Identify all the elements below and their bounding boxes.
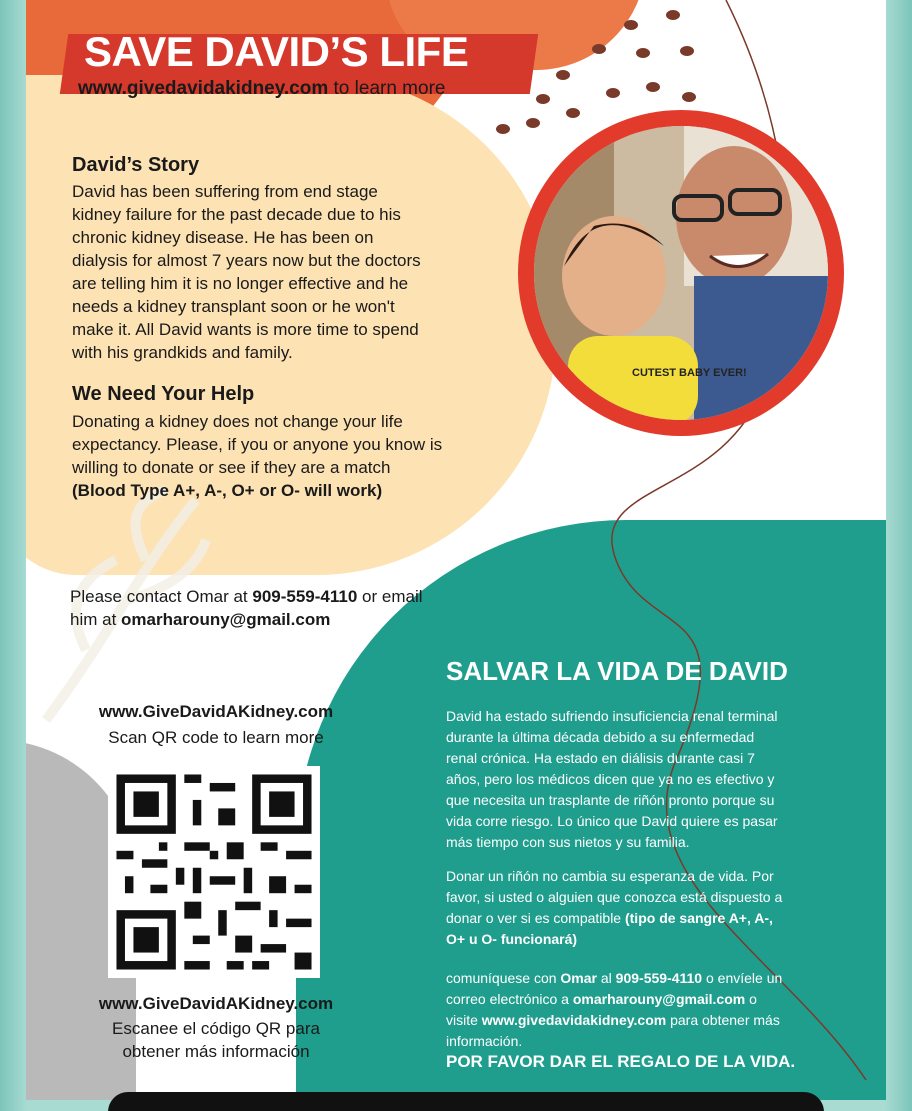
decor-dot [682, 92, 696, 102]
story-body [72, 180, 421, 364]
decor-dot [566, 108, 580, 118]
contact-mid: or email [357, 587, 423, 606]
site-link: www.givedavidakidney.com [78, 78, 329, 99]
qr-scan-es-1: Escanee el código QR para [112, 1019, 320, 1038]
spanish-line: vida corre riesgo. Lo único que David quiere es pasar [446, 813, 778, 829]
decor-dot [624, 20, 638, 30]
story-line: needs a kidney transplant soon or he won't [72, 297, 395, 316]
shirt-text: CUTEST BABY EVER! [632, 367, 747, 379]
site-suffix: to learn more [328, 78, 446, 99]
spanish-paragraph-2 [446, 866, 782, 950]
spanish-blood-2: O+ u O- funcionará) [446, 931, 578, 947]
spanish-line: información. [446, 1033, 523, 1049]
help-line: willing to donate or see if they are a match [72, 458, 391, 477]
decor-dot [680, 46, 694, 56]
qr-scan-en: Scan QR code to learn more [108, 728, 324, 747]
spanish-line: Donar un riñón no cambia su esperanza de vida. Por [446, 868, 774, 884]
spanish-line: David ha estado sufriendo insuficiencia renal terminal [446, 708, 778, 724]
es-pre: comuníquese con [446, 970, 561, 986]
decor-dot [526, 118, 540, 128]
qr-code[interactable] [108, 766, 320, 978]
es-mid: al [596, 970, 616, 986]
spanish-line [446, 968, 782, 989]
spanish-line: más tiempo con sus nietos y su familia. [446, 834, 690, 850]
decor-dot [536, 94, 550, 104]
decor-dot [666, 10, 680, 20]
spanish-compat: donar o ver si es compatible [446, 910, 625, 926]
es-omar: Omar [560, 970, 597, 986]
flyer-page [26, 0, 886, 1100]
story-heading: David’s Story [72, 154, 200, 176]
contact-line-1 [70, 585, 423, 608]
bottom-bar [108, 1092, 824, 1111]
qr-url-es[interactable]: www.GiveDavidAKidney.com [98, 994, 334, 1013]
help-line: Donating a kidney does not change your life [72, 412, 403, 431]
blood-types: (Blood Type A+, A-, O+ or O- will work) [72, 481, 383, 500]
help-heading: We Need Your Help [72, 383, 255, 405]
decor-dot [636, 48, 650, 58]
spanish-line [446, 989, 782, 1010]
story-line: kidney failure for the past decade due to his [72, 205, 401, 224]
contact-pre2: him at [70, 610, 122, 629]
spanish-paragraph-3 [446, 968, 782, 1052]
spanish-heading: SALVAR LA VIDA DE DAVID [446, 656, 788, 686]
es-visit-pre: visite [446, 1012, 482, 1028]
help-body [72, 410, 442, 502]
photo-illustration [534, 126, 828, 420]
decor-dot [556, 70, 570, 80]
spanish-line [446, 908, 782, 929]
story-line: chronic kidney disease. He has been on [72, 228, 374, 247]
story-line: David has been suffering from end stage [72, 182, 378, 201]
contact-text [70, 585, 423, 631]
spanish-line [446, 929, 782, 950]
qr-code-graphic [108, 766, 320, 978]
page-title: SAVE DAVID’S LIFE [84, 28, 469, 75]
decor-dot [592, 44, 606, 54]
spanish-line: que necesita un trasplante de riñón pronto porque su [446, 792, 775, 808]
story-line: with his grandkids and family. [72, 343, 293, 362]
contact-pre: Please contact Omar at [70, 587, 253, 606]
es-post: o envíele un [702, 970, 783, 986]
spanish-line [446, 1010, 782, 1031]
spanish-line: durante la última década debido a su enfermedad [446, 729, 755, 745]
contact-email[interactable]: omarharouny@gmail.com [121, 610, 331, 629]
story-line: are telling him it is no longer effective and he [72, 274, 409, 293]
es-mail-pre: correo electrónico a [446, 991, 573, 1007]
es-mail-post: o [745, 991, 757, 1007]
spanish-line: renal crónica. Ha estado en diálisis durante casi 7 [446, 750, 755, 766]
es-visit-post: para obtener más [666, 1012, 780, 1028]
title-subline [78, 78, 445, 100]
family-photo [534, 126, 828, 420]
contact-phone[interactable]: 909-559-4110 [252, 587, 358, 606]
spanish-paragraph-1 [446, 706, 778, 853]
contact-line-2 [70, 608, 423, 631]
decor-dot [496, 124, 510, 134]
qr-url-en[interactable]: www.GiveDavidAKidney.com [98, 702, 334, 721]
spanish-blood-1: (tipo de sangre A+, A-, [624, 910, 773, 926]
story-line: make it. All David wants is more time to spend [72, 320, 419, 339]
story-line: dialysis for almost 7 years now but the doctors [72, 251, 421, 270]
decor-dot [646, 82, 660, 92]
es-email[interactable]: omarharouny@gmail.com [572, 991, 746, 1007]
help-line: expectancy. Please, if you or anyone you know is [72, 435, 443, 454]
es-phone[interactable]: 909-559-4110 [615, 970, 703, 986]
spanish-line: favor, si usted o alguien que conozca está dispuesto a [446, 889, 783, 905]
qr-scan-es-2: obtener más información [122, 1042, 310, 1061]
spanish-line: años, pero los médicos dicen que ya no es efectivo y [446, 771, 775, 787]
spanish-closing: POR FAVOR DAR EL REGALO DE LA VIDA. [446, 1052, 796, 1071]
decor-dot [606, 88, 620, 98]
es-site[interactable]: www.givedavidakidney.com [481, 1012, 667, 1028]
